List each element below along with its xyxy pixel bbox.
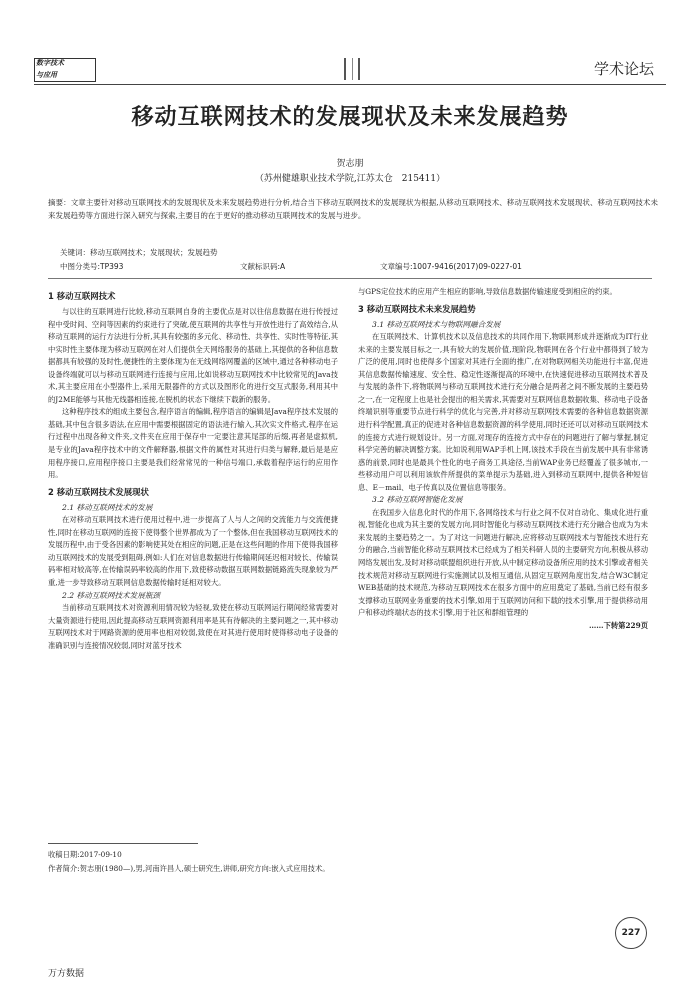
keywords: 关键词：移动互联网技术；发展现状；发展趋势 [60, 248, 218, 257]
right-column [358, 286, 648, 632]
header-divider-thin [352, 58, 353, 80]
watermark-text: 万方数据 [48, 969, 85, 979]
header-rule [34, 84, 666, 85]
author-bio: 作者简介:贺志朋(1980—),男,河南许昌人,硕士研究生,讲师,研究方向:嵌入式应用技术。 [48, 864, 330, 873]
left-column [48, 286, 338, 652]
article-title: 移动互联网技术的发展现状及未来发展趋势 [131, 104, 569, 130]
received-date: 收稿日期:2017-09-10 [48, 850, 122, 859]
paragraph: 与GPS定位技术的应用产生相应的影响,导致信息数据传输速度受到相应的约束。 [358, 287, 617, 296]
section-heading-3: 3 移动互联网技术未来发展趋势 [358, 303, 476, 314]
header-divider-bar [344, 58, 346, 80]
header-divider-bar [358, 58, 360, 80]
author-affiliation: （苏州健雄职业技术学院,江苏太仓 215411） [254, 174, 446, 184]
document-code: 文献标识码:A [240, 262, 286, 271]
abstract: 摘要：文章主要针对移动互联网技术的发展现状及未来发展趋势进行分析,结合当下移动互联网技术的发展现状为根据,从移动互联网技术、移动互联网技术发展现状、移动互联网技术未来发展趋势等方面进行深入研究与探索,主要目的在于更好的推动移动互联网技术的发展与进步。 [48, 198, 658, 220]
paragraph: 当前移动互联网技术对资源利用情况较为轻视,致使在移动互联网运行期间经常需要对大量资源进行使用,因此提高移动互联网资源利用率是其有待解决的主要问题之一,其中移动互联网技术对于网路资源的使用率也相对较弱,致使在对其进行使用时使得移动电子设备的准确识别与连接情况较弱,同时对蓝牙技术 [48, 603, 338, 650]
abstract-rule [48, 278, 652, 279]
paragraph: 在我国步入信息化时代的作用下,各网络技术与行业之间不仅对自动化、集成化进行重视,智能化也成为其主要的发展方向,同时智能化与移动互联网技术进行充分融合也成为为未来发展的主要趋势之一。为了对这一问题进行解决,应将移动互联网技术与智能技术进行充分的融合,当前智能化移动互联网技术已经成为了相关科研人员的主要研究方向,积极从移动网络发展出发,及时对移动联盟组织进行开放,从中制定移动设备所应用的技术引擎或者相关技术规范对移动互联网进行实施测试以及相互通信,从固定互联网角度出发,结合W3C制定WEB基础的技术规范,为移动互联网技术在很多方面中的应用奠定了基础,当前已经有很多支撑移动互联网业务重要的技术引擎,如用于互联网访问和下载的技术引擎,用于提供移动用户和移动终端状态的技术引擎,用于社区和群组管理的 [358, 507, 648, 618]
subsection-heading-2-1: 2.1 移动互联网技术的发展 [62, 502, 153, 512]
section-heading-2: 2 移动互联网技术发展现状 [48, 486, 149, 497]
paragraph: 这种程序技术的组成主要包含,程序语言的编辑,程序语言的编辑是Java程序技术发展的基础,其中包含很多语法,在应用中需要根据固定的语法进行输入,其次实文件格式,程序在运行过程中出现各种文件夹,文件夹在应用于保存中一定要注意其尾部的后缀,再者是虚拟机,是专业的Java程序技术中的文件解释器,根据文件的属性对其进行归类与解释,最后是是应用程序接口,应用程序接口主要是我们经常常见的一种信号端口,承载着程序运行的应用作用。 [48, 407, 338, 480]
footnote-rule [48, 843, 198, 844]
paragraph: 在对移动互联网技术进行使用过程中,进一步提高了人与人之间的交流能力与交流便捷性,同时在移动互联网的连接下使得整个世界都成为了一个整体,但在我国移动互联网技术的发展历程中,由于受各因素的影响使其处在相应的问题,正是在这些问题的作用下使得我国移动互联网技术的发展受到阻碍,例如:人们在对信息数据进行传输期间延迟相对较长、传输误码率相对较高等,在传输误码率较高的作用下,致使移动数据互联网数据链路流失现象较为严重,进一步导致移动互联网信息数据传输时延相对较大。 [48, 515, 338, 587]
journal-name-line2: 与应用 [36, 70, 57, 79]
clc-number: 中图分类号:TP393 [60, 262, 124, 271]
subsection-heading-3-2: 3.2 移动互联网智能化发展 [372, 495, 463, 505]
section-label: 学术论坛 [593, 60, 654, 78]
subsection-heading-3-1: 3.1 移动互联网技术与物联网融合发展 [372, 319, 501, 329]
page-number-badge: 227 [615, 917, 647, 949]
paragraph: 在互联网技术、计算机技术以及信息技术的共同作用下,物联网形成并逐渐成为IT行业未来的主要发展目标之一,具有较大的发展价值,现阶段,物联网在各个行业中都得到了较为广泛的使用,同时也使得多个国家对其进行全面的推广,在对物联网相关功能进行丰富,促进其信息数据传输速度、安全性、稳定性逐渐提高的环境中,在快速促进移动互联网技术普及与发展的条件下,将物联网与移动互联网技术进行充分融合是两者之间不断发展的主要趋势之一,在一定程度上也是社会提出的相关需求,其需要对互联网信息数据收集、移动电子设备终端识别等重要节点进行科学的优化与完善,并对移动互联网技术需要的各种信息数据资源进行科学配置,真正的促进对各种信息数据资源的科学使用,同时还还可以对移动互联网技术的连接方式进行规划设计。另一方面,对现存的连接方式中存在的问题进行了解与掌握,制定科学完善的解决调整方案。比如说利用WAP手机上网,该技术手段在当前发展中具有非常诱惑的前景,同时也是最具个性化的电子商务工具途径,当前WAP业务已经覆盖了很多城市,一些移动用户可以利用该软件所提供的菜单提示为基础,进入到移动互联网中,提供各种短信息、E－mail、电子传真以及位置信息等服务。 [358, 332, 648, 492]
paragraph: 与以往的互联网进行比较,移动互联网自身的主要优点是对以往信息数据在进行传授过程中受时间、空间等因素的约束进行了突破,使互联网的共享性与开放性进行了高效结合,从移动互联网的运行方法进行分析,其具有较强的多元化、移动性、共享性、实时性等特征,其中实时性主要体现为移动互联网在对人们提供全天网络服务的基础上,其提供的各种信息数据都具有较强的及时性,便捷性的主要体现为在无线网络网覆盖的区域中,通过各种移动电子设备终端就可以与移动互联网进行连接与应用,比如说移动互联网技术中比较常见的Java技术,其主要应用在小型器件上,采用无限器件的方式以及图形化的进行交互式服务,利用其中的J2ME能够与其他无线器相连接,在脱机的状态下继续下载新的服务。 [48, 307, 338, 404]
continued-note: ……下转第229页 [588, 620, 648, 630]
subsection-heading-2-2: 2.2 移动互联网技术发展瓶颈 [62, 590, 161, 600]
section-heading-1: 1 移动互联网技术 [48, 291, 116, 301]
article-number: 文章编号:1007-9416(2017)09-0227-01 [380, 262, 522, 271]
author-name: 贺志朋 [336, 159, 364, 169]
journal-name-line1: 数字技术 [36, 58, 64, 67]
